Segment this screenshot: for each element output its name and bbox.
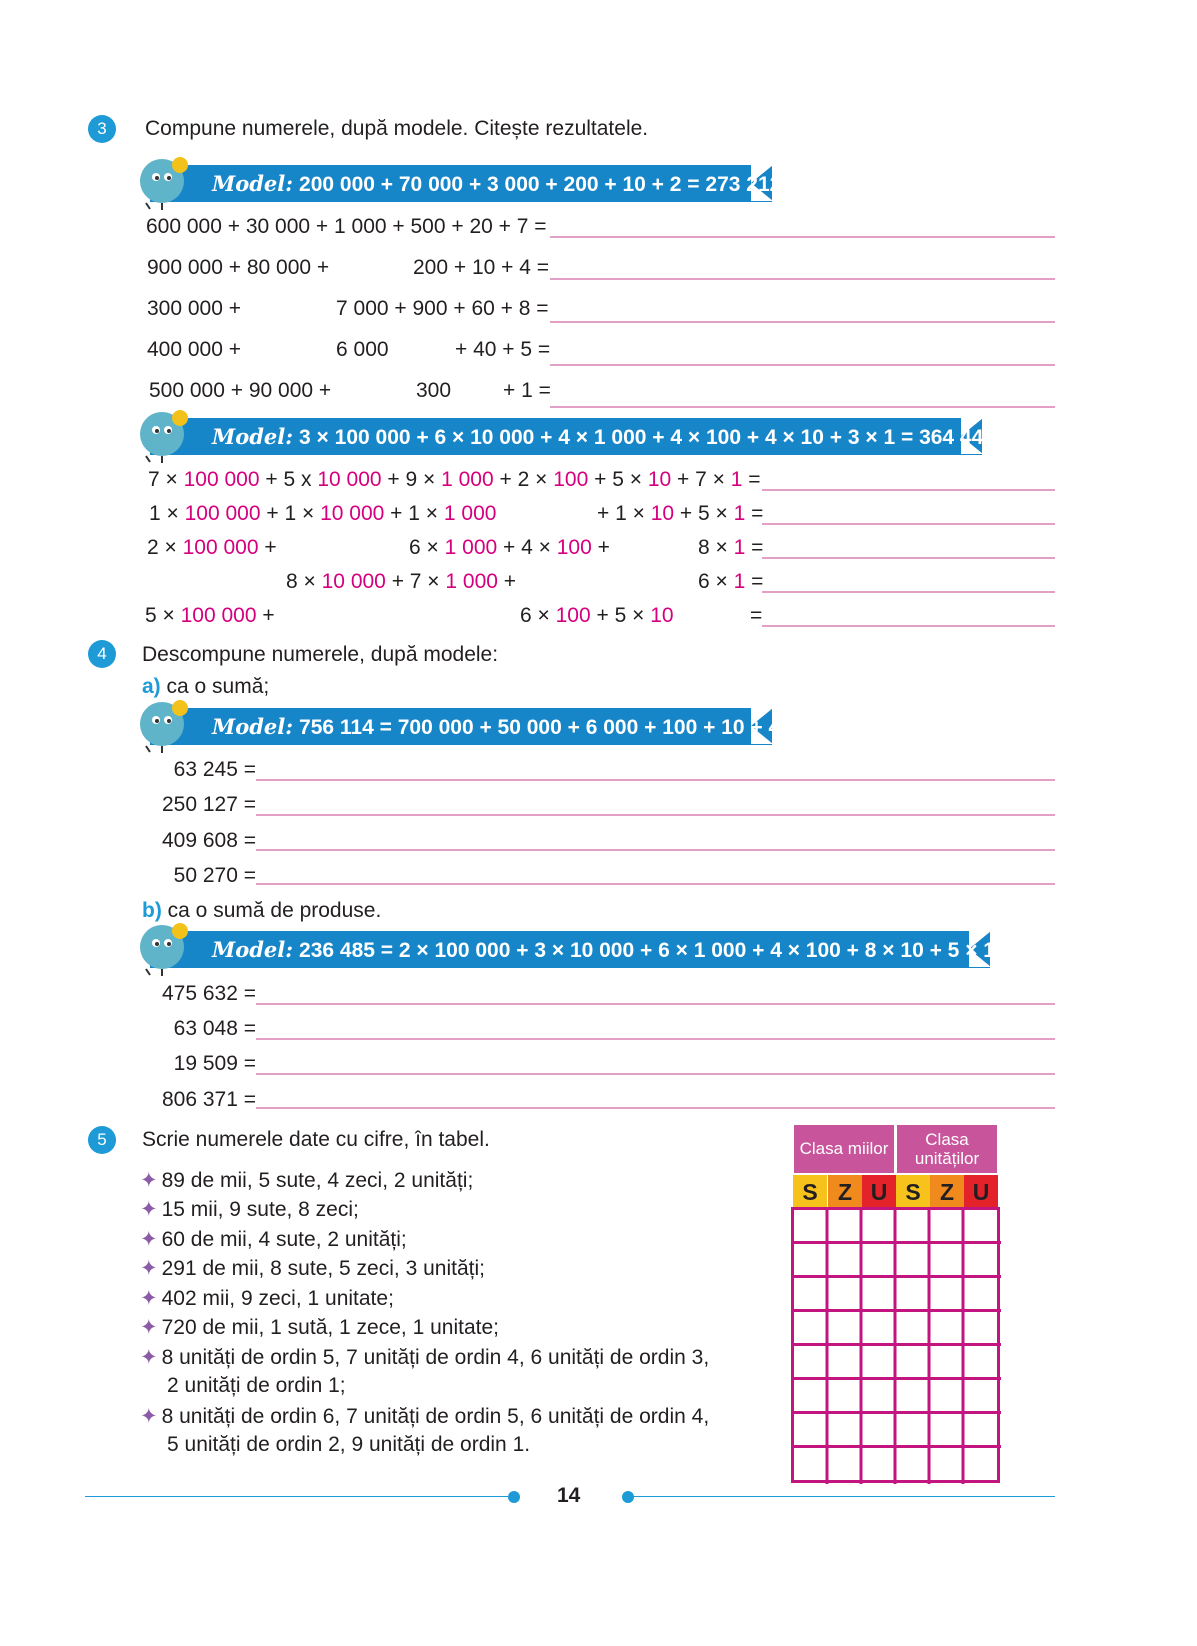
exercise-3-title: Compune numerele, după modele. Citește rezultatele.	[145, 117, 649, 140]
model-text: 200 000 + 70 000 + 3 000 + 200 + 10 + 2 = 273 212	[299, 173, 782, 196]
footer-dot-right	[622, 1491, 634, 1503]
answer-line[interactable]	[762, 591, 1055, 593]
answer-line[interactable]	[256, 779, 1055, 781]
compose-row-4c: + 40 + 5 =	[455, 338, 551, 361]
product-row-3a: 2 × 100 000 +	[147, 536, 277, 559]
compose-row-3a: 300 000 +	[147, 297, 242, 320]
model-text: 3 × 100 000 + 6 × 10 000 + 4 × 1 000 + 4 × 100 + 4 × 10 + 3 × 1 = 364 443	[299, 426, 995, 449]
footer-line-right	[628, 1496, 1055, 1497]
banner-notch	[961, 418, 983, 454]
list-item: ✦ 291 de mii, 8 sute, 5 zeci, 3 unități;	[140, 1257, 485, 1280]
model-banner-3	[150, 708, 781, 745]
subpoint-b: b) ca o sumă de produse.	[142, 899, 382, 922]
model-label: Model:	[212, 171, 294, 196]
compose-row-4a: 400 000 +	[147, 338, 242, 361]
decompose-a-4: 50 270 =	[173, 864, 256, 887]
model-text: 756 114 = 700 000 + 50 000 + 6 000 + 100 + 10 + 4	[299, 716, 781, 739]
product-row-4a: 8 × 10 000 + 7 × 1 000 +	[286, 570, 517, 593]
mascot-icon	[136, 155, 194, 213]
model-label: Model:	[212, 937, 294, 962]
list-item: ✦ 15 mii, 9 sute, 8 zeci;	[140, 1198, 359, 1221]
decompose-a-1: 63 245 =	[173, 758, 256, 781]
banner-notch	[751, 165, 773, 201]
subpoint-a: a) ca o sumă;	[142, 675, 270, 698]
mascot-icon	[136, 408, 194, 466]
product-row-5b: 6 × 100 + 5 × 10	[520, 604, 674, 627]
decompose-a-2: 250 127 =	[161, 793, 256, 816]
answer-line[interactable]	[550, 364, 1055, 366]
answer-line[interactable]	[256, 849, 1055, 851]
answer-line[interactable]	[762, 523, 1055, 525]
decompose-b-4: 806 371 =	[161, 1088, 256, 1111]
column-units: U	[964, 1175, 998, 1209]
column-tens-thousands: Z	[828, 1175, 862, 1209]
product-row-1: 7 × 100 000 + 5 x 10 000 + 9 × 1 000 + 2 × 100 + 5 × 10 + 7 × 1 =	[148, 468, 761, 491]
column-units-thousands: U	[862, 1175, 896, 1209]
answer-line[interactable]	[256, 1107, 1055, 1109]
answer-line[interactable]	[256, 1038, 1055, 1040]
exercise-3-badge: 3	[88, 115, 116, 143]
exercise-5-badge: 5	[88, 1126, 116, 1154]
list-item: ✦ 8 unități de ordin 6, 7 unități de ordin 5, 6 unități de ordin 4,	[140, 1405, 710, 1428]
answer-line[interactable]	[762, 625, 1055, 627]
model-banner-4	[150, 931, 995, 968]
class-units-header: Clasa unităților	[897, 1125, 997, 1173]
answer-line[interactable]	[256, 814, 1055, 816]
exercise-4-title: Descompune numerele, după modele:	[142, 643, 499, 666]
model-banner-2	[150, 418, 995, 455]
answer-line[interactable]	[762, 489, 1055, 491]
compose-row-1: 600 000 + 30 000 + 1 000 + 500 + 20 + 7 =	[146, 215, 547, 238]
list-item-continued: 2 unități de ordin 1;	[167, 1374, 346, 1397]
compose-row-2b: 200 + 10 + 4 =	[413, 256, 550, 279]
exercise-5-title: Scrie numerele date cu cifre, în tabel.	[142, 1128, 490, 1151]
class-thousands-header: Clasa miilor	[794, 1125, 894, 1173]
answer-line[interactable]	[550, 278, 1055, 280]
product-row-4b: 6 × 1 =	[698, 570, 764, 593]
list-item: ✦ 720 de mii, 1 sută, 1 zece, 1 unitate;	[140, 1316, 499, 1339]
product-row-3b: 6 × 1 000 + 4 × 100 +	[409, 536, 610, 559]
compose-row-5a: 500 000 + 90 000 +	[149, 379, 332, 402]
answer-line[interactable]	[550, 406, 1055, 408]
column-hundreds-thousands: S	[793, 1175, 827, 1209]
list-item: ✦ 60 de mii, 4 sute, 2 unități;	[140, 1228, 407, 1251]
column-tens: Z	[930, 1175, 964, 1209]
banner-notch	[969, 931, 991, 967]
answer-line[interactable]	[256, 1073, 1055, 1075]
list-item-continued: 5 unități de ordin 2, 9 unități de ordin 1.	[167, 1433, 531, 1456]
decompose-a-3: 409 608 =	[161, 829, 256, 852]
answer-line[interactable]	[550, 321, 1055, 323]
product-row-5c: =	[750, 604, 763, 627]
banner-notch	[751, 708, 773, 744]
mascot-icon	[136, 698, 194, 756]
footer-line-left	[85, 1496, 515, 1497]
decompose-b-2: 63 048 =	[173, 1017, 256, 1040]
mascot-icon	[136, 921, 194, 979]
exercise-4-badge: 4	[88, 640, 116, 668]
product-row-5a: 5 × 100 000 +	[145, 604, 275, 627]
product-row-3c: 8 × 1 =	[698, 536, 764, 559]
answer-line[interactable]	[550, 236, 1055, 238]
footer-dot-left	[508, 1491, 520, 1503]
compose-row-2a: 900 000 + 80 000 +	[147, 256, 330, 279]
list-item: ✦ 89 de mii, 5 sute, 4 zeci, 2 unități;	[140, 1169, 474, 1192]
compose-row-4b: 6 000	[336, 338, 389, 361]
decompose-b-3: 19 509 =	[173, 1052, 256, 1075]
list-item: ✦ 8 unități de ordin 5, 7 unități de ordin 4, 6 unități de ordin 3,	[140, 1346, 710, 1369]
compose-row-5b: 300	[416, 379, 452, 402]
list-item: ✦ 402 mii, 9 zeci, 1 unitate;	[140, 1287, 394, 1310]
model-text: 236 485 = 2 × 100 000 + 3 × 10 000 + 6 × 1 000 + 4 × 100 + 8 × 10 + 5 × 1	[299, 939, 995, 962]
answer-line[interactable]	[256, 1003, 1055, 1005]
place-value-grid[interactable]	[791, 1207, 1001, 1484]
compose-row-5c: + 1 =	[503, 379, 551, 402]
product-row-2a: 1 × 100 000 + 1 × 10 000 + 1 × 1 000	[149, 502, 497, 525]
page-number: 14	[557, 1484, 581, 1507]
model-label: Model:	[212, 714, 294, 739]
compose-row-3b: 7 000 + 900 + 60 + 8 =	[336, 297, 549, 320]
column-hundreds: S	[896, 1175, 930, 1209]
decompose-b-1: 475 632 =	[161, 982, 256, 1005]
model-banner-1	[150, 165, 782, 202]
product-row-2b: + 1 × 10 + 5 × 1 =	[597, 502, 764, 525]
model-label: Model:	[212, 424, 294, 449]
answer-line[interactable]	[762, 557, 1055, 559]
answer-line[interactable]	[256, 883, 1055, 885]
